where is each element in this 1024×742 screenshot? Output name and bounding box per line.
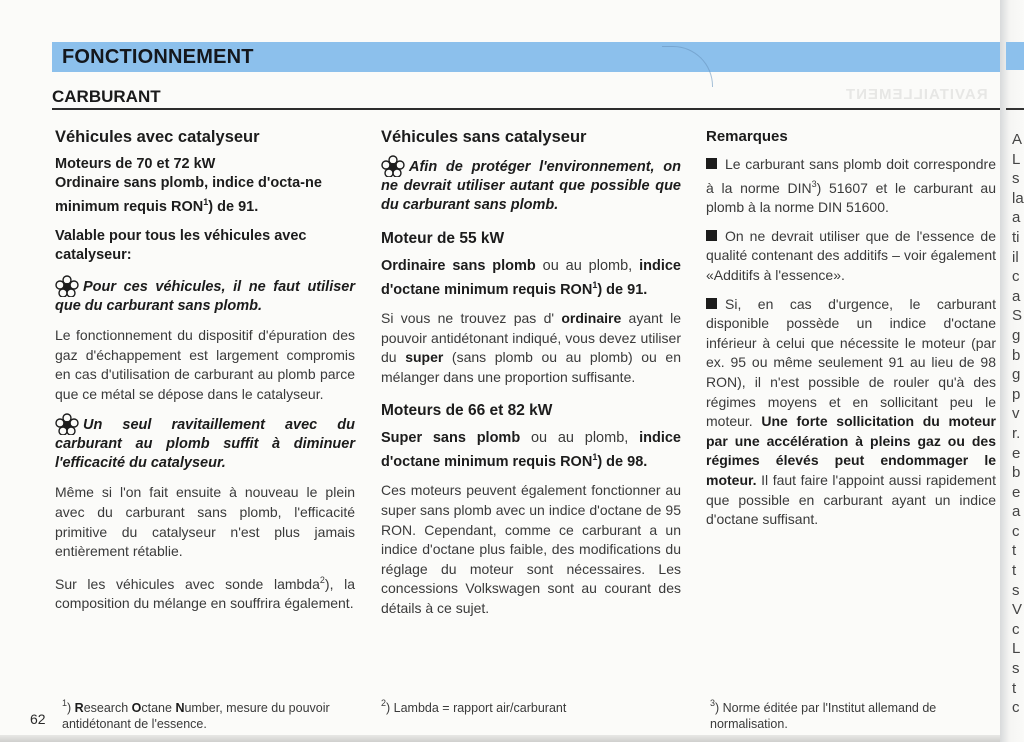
next-page-letter: t — [1012, 679, 1017, 697]
page-number: 62 — [30, 711, 46, 727]
heading-engine-66-82: Moteurs de 66 et 82 kW — [381, 402, 553, 420]
band-decoration — [662, 46, 713, 87]
next-page-letter: c — [1012, 620, 1020, 638]
heading-remarks: Remarques — [706, 128, 788, 145]
engine-spec-70-72 — [55, 155, 355, 217]
column-remarks — [706, 127, 996, 539]
column-catalyst — [55, 127, 355, 623]
next-page-letter: V — [1012, 601, 1023, 619]
next-page-letter: g — [1012, 326, 1021, 344]
next-page-letter: r. — [1012, 424, 1021, 442]
next-page-letter: c — [1012, 522, 1020, 540]
heading-without-catalyst: Véhicules sans catalyseur — [381, 128, 587, 146]
paragraph-not-restored: Même si l'on fait ensuite à nouveau le plein avec du carburant sans plomb, l'efficacité primitive du catalyseur n'est plus jamais entièrement rétablie. — [55, 484, 355, 560]
warning-single-refuel: Un seul ravitaillement avec du carburant au plomb suffit à diminuer l'efficacité du catalyseur. — [55, 413, 355, 473]
square-bullet-icon — [706, 298, 717, 309]
next-page-letter: b — [1012, 464, 1021, 482]
bleed-through-title: RAVITAILLEMENT — [845, 86, 988, 103]
next-page-letter: v — [1012, 405, 1020, 423]
next-page-letter: s — [1012, 170, 1020, 188]
next-page-letter: il — [1012, 248, 1019, 266]
fuel-spec-66-82: Super sans plomb ou au plomb, indice d'octane minimum requis RON$^1$) de 98. — [381, 430, 681, 471]
flower-warning-icon — [381, 155, 405, 177]
next-page-letter: a — [1012, 287, 1021, 305]
warning-unleaded-only: Pour ces véhicules, il ne faut utiliser que du carburant sans plomb. — [55, 275, 355, 316]
next-page-letter: la — [1012, 189, 1024, 207]
next-page-letter: a — [1012, 209, 1021, 227]
square-bullet-icon — [706, 230, 717, 241]
engine-label: Moteurs de 70 et 72 kW — [55, 156, 216, 172]
next-page-letter: p — [1012, 385, 1021, 403]
heading-engine-55: Moteur de 55 kW — [381, 230, 505, 247]
next-page-letter: S — [1012, 307, 1023, 325]
chapter-band — [52, 42, 1000, 72]
next-page-letter: ti — [1012, 228, 1020, 246]
next-page-text-fragments — [1012, 130, 1024, 718]
next-page-letter: L — [1012, 150, 1021, 168]
next-page-rule — [1006, 108, 1024, 110]
section-rule — [52, 108, 1000, 110]
section-title: CARBURANT — [52, 87, 161, 106]
next-page-letter: c — [1012, 268, 1020, 286]
paragraph-lead-damage: Le fonctionnement du dispositif d'épuration des gaz d'échappement est largement compromis en cas d'utilisation de carburant au plomb parce que ce métal se dépose dans le catalyseur. — [55, 327, 355, 402]
heading-with-catalyst: Véhicules avec catalyseur — [55, 128, 260, 146]
chapter-title: FONCTIONNEMENT — [62, 46, 254, 68]
fuel-spec-55: Ordinaire sans plomb ou au plomb, indice d'octane minimum requis RON$^1$) de 91. — [381, 258, 681, 298]
next-page-letter: A — [1012, 131, 1023, 148]
page-edge-shadow — [0, 735, 1000, 742]
next-page-letter: e — [1012, 444, 1021, 462]
footnote-ron: $^1$) Research Octane Number, mesure du pouvoir antidétonant de l'essence. — [62, 698, 330, 731]
paragraph-95-ron: Ces moteurs peuvent également fonctionner au super sans plomb avec un indice d'octane de 95 RON. Cependant, comme ce carburant a un indice d'octane plus faible, des modifications du réglage du moteur sont nécessaires. Les concessions Volkswagen sont au courant des détails à ce sujet. — [381, 482, 681, 616]
footnote-lambda: $^2$) Lambda = rapport air/carburant — [381, 698, 567, 715]
flower-warning-icon — [55, 275, 79, 297]
next-page-letter: e — [1012, 483, 1021, 501]
validity-note: Valable pour tous les véhicules avec catalyseur: — [55, 228, 307, 263]
next-page-letter: t — [1012, 562, 1017, 580]
paragraph-lambda: Sur les véhicules avec sonde lambda$^2$), la composition du mélange en souffrira également. — [55, 574, 355, 612]
next-page-letter: t — [1012, 542, 1017, 560]
flower-warning-icon — [55, 413, 79, 435]
next-page-letter: s — [1012, 581, 1020, 599]
next-page-letter: c — [1012, 699, 1020, 717]
next-page-sliver — [1000, 0, 1024, 742]
next-page-letter: L — [1012, 640, 1021, 658]
footnote-din: $^3$) Norme éditée par l'Institut allemand de normalisation. — [710, 698, 937, 731]
fuel-requirement: Ordinaire sans plomb, indice d'octa-ne minimum requis RON$^1$) de 91. — [55, 175, 322, 215]
next-page-band — [1006, 42, 1024, 70]
remark-emergency: Si, en cas d'urgence, le carburant disponible possède un indice d'octane inférieur à celui que nécessite le moteur (par ex. 95 ou même seulement 91 au lieu de 98 RON), il n'est possible de rouler qu'à des régimes moyens et en sollicitant peu le moteur. Une forte sollicitation du moteur par une accélération à pleins gaz ou des régimes élevés peut endommager le moteur. Il faut faire l'appoint aussi rapidement que possible en carburant ayant un indice d'octane suffisant. — [706, 295, 996, 528]
next-page-letter: a — [1012, 503, 1021, 521]
next-page-letter: b — [1012, 346, 1021, 364]
column-no-catalyst — [381, 127, 681, 628]
warning-environment: Afin de protéger l'environnement, on ne devrait utiliser autant que possible que du carburant sans plomb. — [381, 155, 681, 215]
square-bullet-icon — [706, 158, 717, 169]
remark-din-norm: Le carburant sans plomb doit correspondre à la norme DIN$^3$) 51607 et le carburant au plomb à la norme DIN 51600. — [706, 156, 996, 216]
next-page-letter: g — [1012, 366, 1021, 384]
remark-additives: On ne devrait utiliser que de l'essence de qualité contenant des additifs – voir également «Additifs à l'essence». — [706, 227, 996, 283]
next-page-letter: s — [1012, 660, 1020, 678]
paragraph-no-ordinaire: Si vous ne trouvez pas d' ordinaire ayant le pouvoir antidétonant indiqué, vous devez utiliser du super (sans plomb ou au plomb) ou en mélanger dans une proportion suffisante. — [381, 310, 681, 385]
